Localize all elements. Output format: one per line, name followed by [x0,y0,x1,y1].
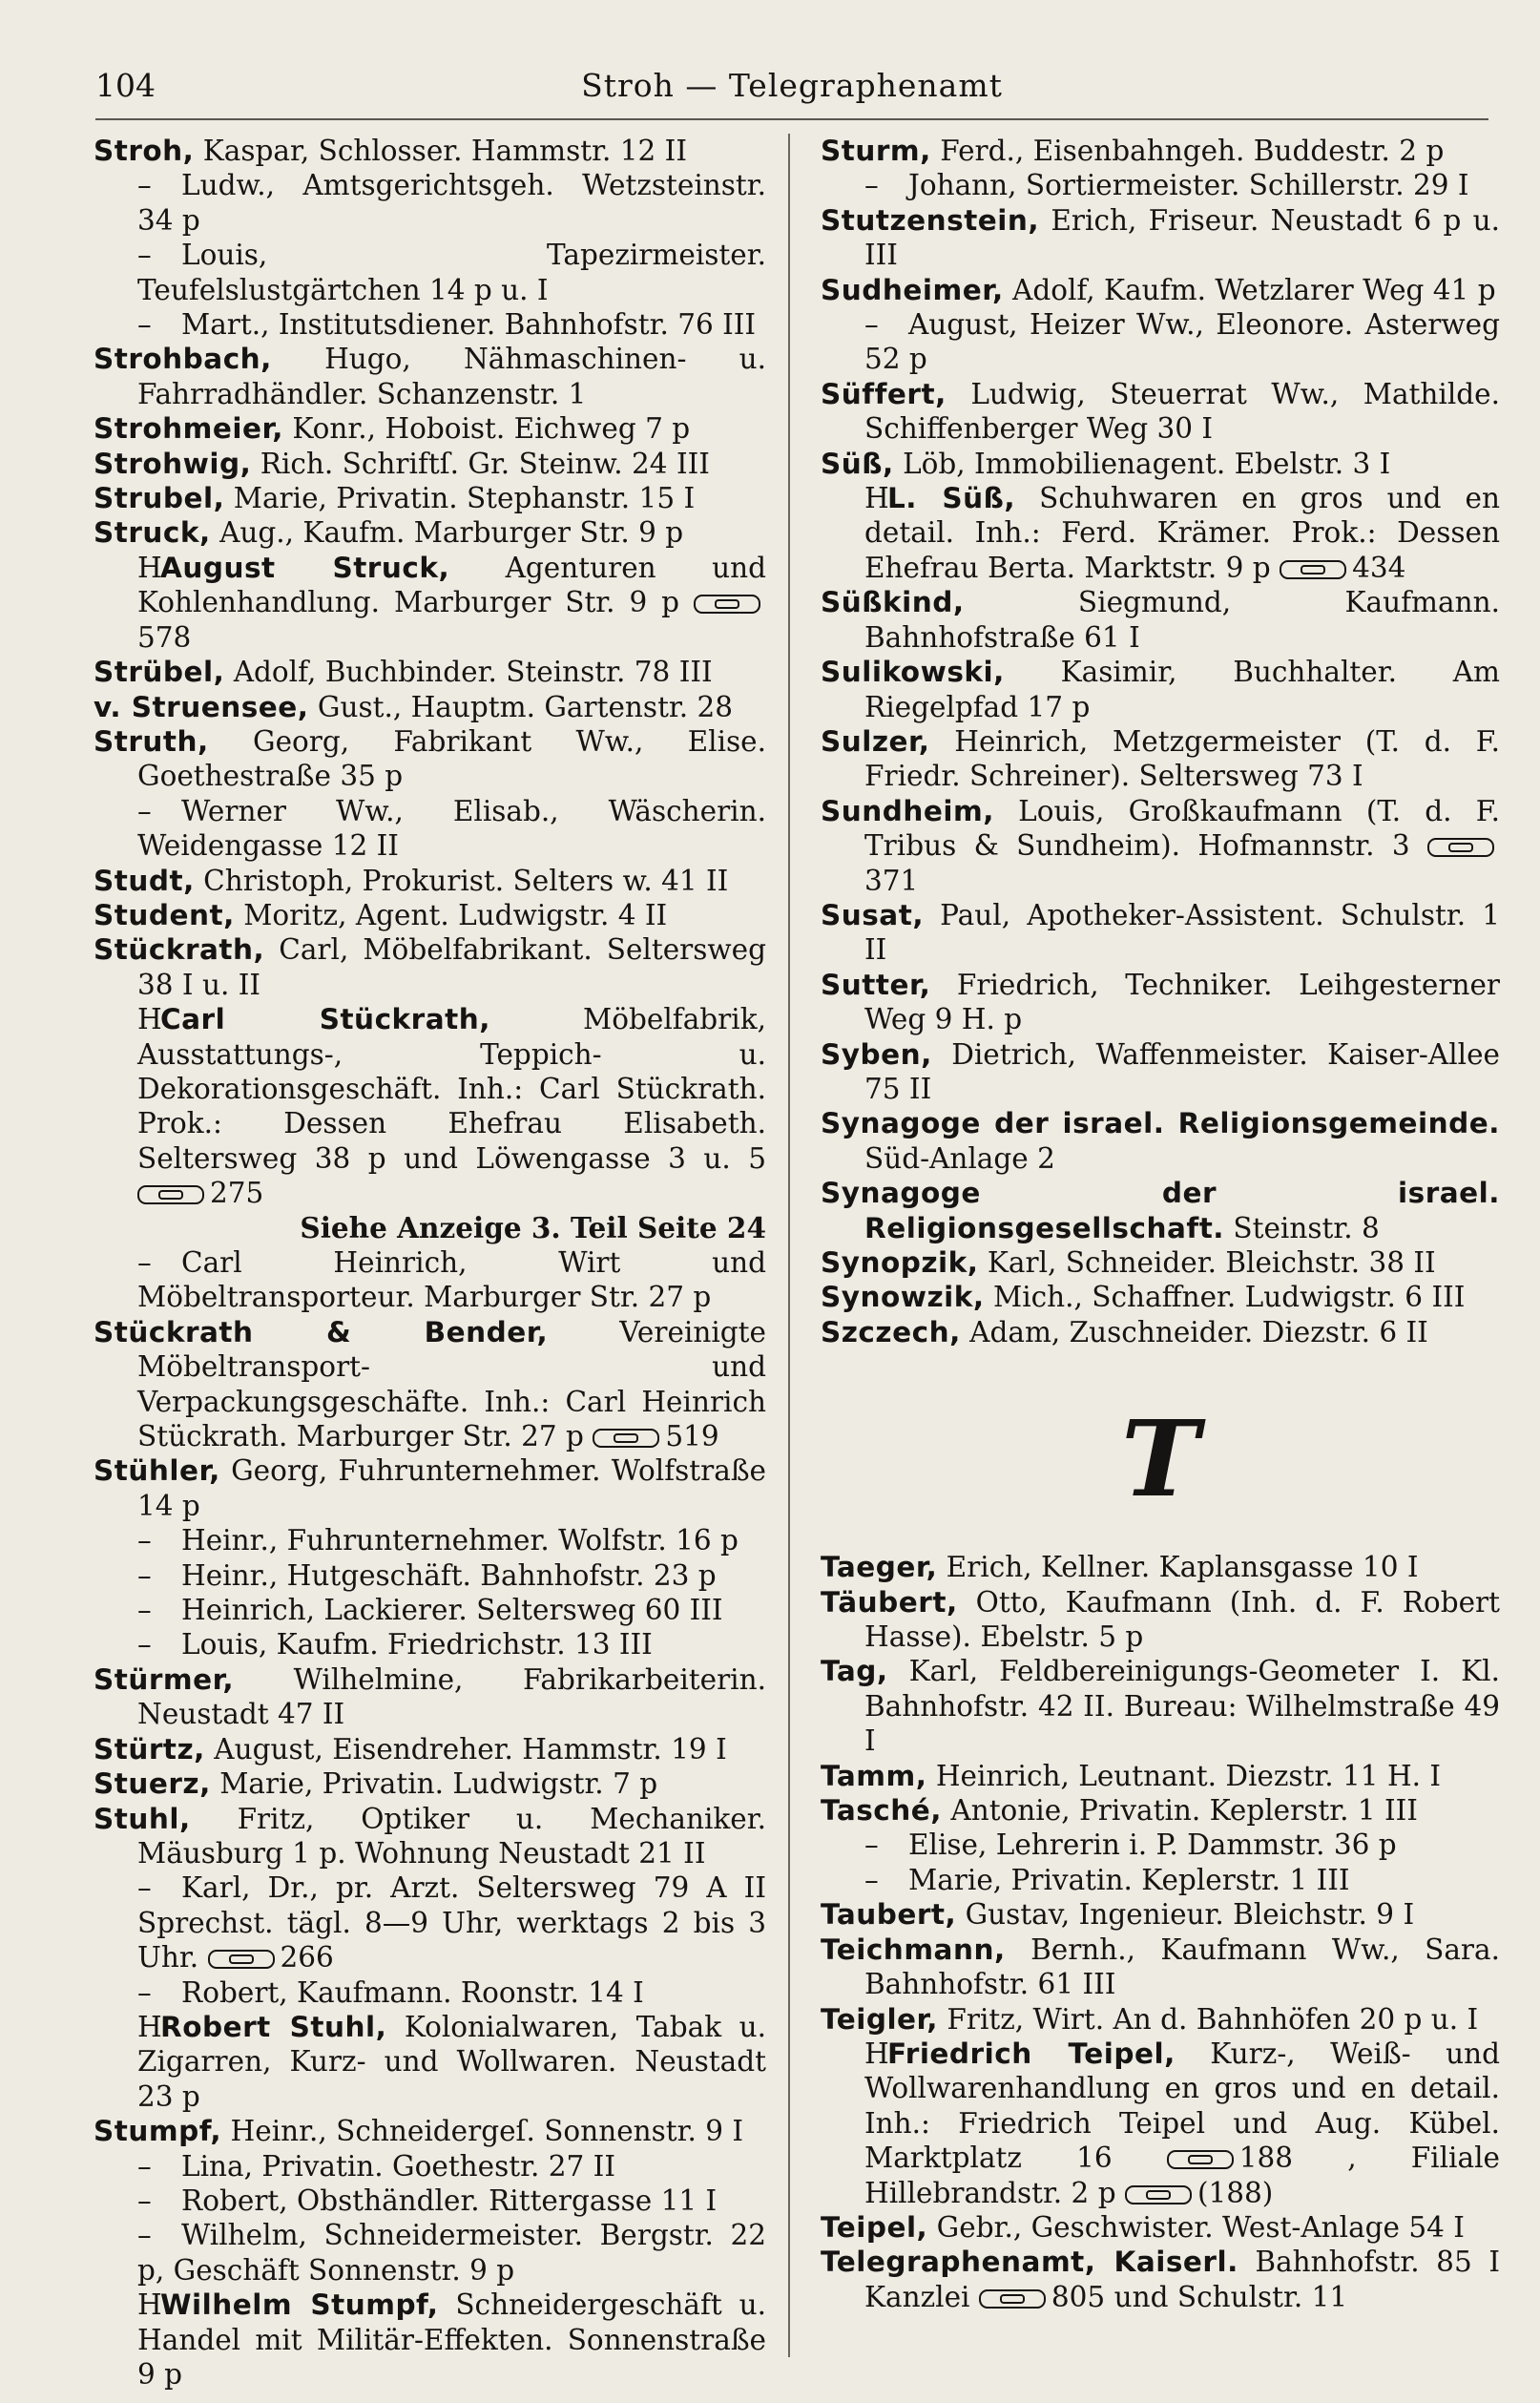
section-letter-t: T [1121,1397,1199,1521]
entry-name: Szczech, [821,1315,961,1348]
column-divider [788,134,790,2357]
directory-entry [821,1585,1500,1655]
entry-text: Rich. Schriftſ. Gr. Steinw. 24 III [260,447,710,480]
entry-text: Vereinigte Möbeltransport- und Verpackungsgeschäfte. Inh.: Carl Heinrich Stückrath. Marburger Str. 27 p [137,1315,766,1453]
ad-marker: H [137,2010,162,2043]
directory-entry [821,481,1500,585]
entry-name: Stutzenstein, [821,203,1040,237]
directory-entry [94,932,766,1002]
entry-text: Heinrich, Leutnant. Diezstr. 11 H. I [935,1759,1442,1792]
entry-name: Studt, [94,864,195,897]
entry-text: Süd-Anlage 2 [864,1141,1055,1175]
repeat-dash: – [137,1594,152,1627]
entry-name: Stückrath & Bender, [94,1315,549,1348]
phone-number: 578 [137,620,192,654]
directory-entry [821,724,1500,794]
entry-name: Stroh, [94,135,195,167]
entry-text: August, Eisendreher. Hammstr. 19 I [214,1732,727,1766]
entry-text: Robert, Obsthändler. Rittergasse 11 I [181,2184,718,2217]
entry-text: Adolf, Buchbinder. Steinstr. 78 III [233,656,713,689]
entry-text: Friedrich, Techniker. Leihgesterner Weg 9 H. p [864,968,1500,1036]
entry-name: Struck, [94,516,211,550]
telephone-icon [1125,2185,1192,2204]
entry-name: Stückrath, [94,933,265,967]
ad-marker: H [137,551,162,584]
telephone-icon [208,1950,275,1969]
directory-entry [94,481,766,515]
entry-text: Dietrich, Waffenmeister. Kaiser-Allee 75 II [864,1037,1500,1105]
repeat-dash: – [137,1975,152,2009]
entry-name: Student, [94,898,235,931]
directory-entry [94,690,766,724]
directory-entry [821,968,1500,1037]
entry-text: Karl, Schneider. Bleichstr. 38 II [987,1246,1436,1279]
directory-entry [821,203,1500,273]
directory-entry [821,2210,1500,2245]
entry-text: Carl, Möbelfabrikant. Seltersweg 38 I u. II [137,933,766,1001]
entry-text: Moritz, Agent. Ludwigstr. 4 II [243,898,668,931]
entry-name: v. Struensee, [94,690,309,723]
right-column-t-entries [821,1550,1500,2314]
repeat-dash: – [137,308,152,342]
entry-text: Karl, Dr., pr. Arzt. Seltersweg 79 A II Sprechst. tägl. 8—9 Uhr, werktags 2 bis 3 Uhr. [137,1871,766,1975]
directory-entry [821,1897,1500,1932]
entry-name: Tamm, [821,1759,927,1792]
entry-name: Strubel, [94,482,225,515]
telephone-icon [979,2289,1046,2309]
entry-name: Stürmer, [94,1662,235,1696]
directory-entry [821,168,1500,202]
entry-text: Siegmund, Kaufmann. Bahnhofstraße 61 I [864,586,1500,654]
entry-text: Carl Heinrich, Wirt und Möbeltransporteur. Marburger Str. 27 p [137,1246,766,1314]
entry-name: Wilhelm Stumpf, [160,2288,439,2322]
directory-entry [94,1766,766,1801]
entry-text: Kolonialwaren, Tabak u. Zigarren, Kurz- und Wollwaren. Neustadt 23 p [137,2010,766,2113]
directory-entry [94,515,766,550]
directory-entry [94,898,766,932]
entry-text: Marie, Privatin. Ludwigstr. 7 p [219,1767,658,1801]
directory-entry [94,1870,766,1975]
entry-text: Löb, Immobilienagent. Ebelstr. 3 I [903,447,1391,480]
entry-name: Friedrich Teipel, [887,2037,1176,2070]
entry-text: Johann, Sortiermeister. Schillerstr. 29 I [908,169,1469,202]
entry-name: August Struck, [160,551,450,584]
directory-entry [821,1759,1500,1793]
entry-text-tail: , Filiale Hillebrandstr. 2 p [864,2142,1500,2209]
directory-entry [821,1863,1500,1897]
entry-text: Wilhelm, Schneidermeister. Bergstr. 22 p, Geschäft Sonnenstr. 9 p [137,2219,766,2287]
directory-entry [821,1245,1500,1280]
entry-text: Louis, Kaufm. Friedrichstr. 13 III [181,1628,653,1661]
entry-text: Paul, Apotheker-Assistent. Schulstr. 1 II [864,898,1500,967]
entry-text: Heinr., Hutgeschäft. Bahnhofstr. 23 p [181,1558,717,1592]
entry-text: Adolf, Kaufm. Wetzlarer Weg 41 p [1012,273,1496,306]
entry-text: Heinrich, Lackierer. Seltersweg 60 III [181,1594,723,1627]
directory-entry [821,1106,1500,1176]
repeat-dash: – [864,1863,879,1896]
entry-name: Synowzik, [821,1281,985,1314]
entry-name: Taeger, [821,1551,938,1584]
entry-name: Sutter, [821,968,931,1001]
telephone-icon [1167,2150,1234,2169]
phone-number: 188 [1238,2142,1294,2175]
page-header [95,61,1488,120]
directory-entry [821,1828,1500,1862]
directory-entry [94,168,766,238]
telephone-icon [694,595,760,614]
entry-name: Stuerz, [94,1767,211,1801]
entry-name: Täubert, [821,1585,958,1619]
directory-entry [94,1662,766,1732]
entry-name: Stuhl, [94,1802,191,1835]
entry-text: Ludwig, Steuerrat Ww., Mathilde. Schiffenberger Weg 30 I [864,377,1500,446]
entry-name: Sudheimer, [821,273,1004,306]
entry-text: Schneidergeschäft u. Handel mit Militär-Effekten. Sonnenstraße 9 p [137,2288,766,2391]
repeat-dash: – [137,239,152,272]
entry-name: Taubert, [821,1898,957,1932]
entry-text: Fritz, Optiker u. Mechaniker. Mäusburg 1 p. Wohnung Neustadt 21 II [137,1802,766,1870]
entry-text: Christoph, Prokurist. Selters w. 41 II [203,864,729,897]
phone-number: 434 [1352,551,1406,584]
entry-name: Synagoge der israel. Religionsgemeinde. [821,1107,1500,1140]
ad-marker: H [864,2037,889,2070]
repeat-dash: – [137,2219,152,2252]
entry-text: Agenturen und Kohlenhandlung. Marburger Str. 9 p [137,551,766,619]
repeat-dash: – [137,1558,152,1592]
directory-entry [821,585,1500,655]
entry-text: Lina, Privatin. Goethestr. 27 II [181,2149,615,2183]
directory-entry [821,1654,1500,1758]
directory-entry [94,411,766,446]
repeat-dash: – [864,1828,879,1862]
telephone-icon [1427,838,1494,857]
entry-text: Aug., Kaufm. Marburger Str. 9 p [219,516,684,550]
entry-text: Antonie, Privatin. Keplerstr. 1 III [950,1794,1418,1828]
entry-text: Louis, Großkaufmann (T. d. F. Tribus & Sundheim). Hofmannstr. 3 [864,794,1500,863]
entry-name: Synopzik, [821,1246,979,1279]
right-column-s-entries [821,134,1500,1349]
entry-text: Marie, Privatin. Stephanstr. 15 I [233,482,696,515]
ad-marker: H [137,1003,162,1036]
reference-note: Siehe Anzeige 3. Teil Seite 24 [300,1210,766,1244]
telephone-icon [593,1429,659,1448]
directory-entry [821,1176,1500,1245]
entry-text: Elise, Lehrerin i. P. Dammstr. 36 p [908,1828,1397,1862]
phone-number: 371 [864,864,919,897]
entry-text: Kurz-, Weiß- und Wollwarenhandlung en gros und en detail. Inh.: Friedrich Teipel und Aug. Kübel. Marktplatz 16 [864,2037,1500,2175]
entry-name: Teigler, [821,2002,938,2036]
repeat-dash: – [137,1871,152,1905]
entry-name: Strohwig, [94,447,252,480]
ad-marker: H [864,482,889,515]
directory-entry [94,655,766,689]
entry-name: Strohmeier, [94,412,283,446]
phone-number: 519 [665,1420,719,1453]
repeat-dash: – [864,169,879,202]
phone-number: 275 [210,1177,264,1210]
directory-entry [94,1975,766,2010]
entry-text: Heinr., Schneidergeſ. Sonnenstr. 9 I [230,2115,744,2148]
directory-entry [94,1453,766,1523]
entry-text: Möbelfabrik, Ausstattungs-, Teppich- u. Dekorationsgeschäft. Inh.: Carl Stückrath. Prok.: Dessen Ehefrau Elisabeth. Seltersweg 38 p und Löwengasse 3 u. 5 [137,1003,766,1175]
directory-entry [821,447,1500,481]
entry-text: Steinstr. 8 [1233,1211,1380,1244]
entry-name: Süß, [821,447,894,480]
entry-text: Erich, Kellner. Kaplansgasse 10 I [946,1551,1419,1584]
directory-entry [94,447,766,481]
entry-name: Struth, [94,724,209,758]
directory-entry [821,1280,1500,1314]
directory-entry [94,307,766,342]
entry-text: Gust., Hauptm. Gartenstr. 28 [317,690,734,723]
entry-text: Georg, Fuhrunternehmer. Wolfstraße 14 p [137,1454,766,1522]
repeat-dash: – [137,1246,152,1279]
repeat-dash: – [864,308,879,342]
entry-name: Strübel, [94,656,225,689]
entry-text: Bernh., Kaufmann Ww., Sara. Bahnhofstr. 61 III [864,1933,1500,2001]
telephone-icon [1280,560,1346,579]
repeat-dash: – [137,1628,152,1661]
entry-name: Syben, [821,1037,932,1071]
directory-entry [94,134,766,168]
entry-text: Georg, Fabrikant Ww., Elise. Goethestraße 35 p [137,724,766,793]
directory-entry [94,2218,766,2288]
entry-text: Otto, Kaufmann (Inh. d. F. Robert Hasse). Ebelstr. 5 p [864,1585,1500,1654]
directory-entry [94,1523,766,1557]
directory-entry [94,1802,766,1871]
directory-entry [821,1315,1500,1349]
entry-text: Kaspar, Schlosser. Hammstr. 12 II [202,135,687,167]
directory-entry [821,2002,1500,2037]
entry-name: Stühler, [94,1454,220,1488]
directory-entry [821,794,1500,898]
directory-entry [94,2010,766,2114]
entry-text: Erich, Friseur. Neustadt 6 p u. III [864,203,1500,272]
directory-entry [94,2149,766,2184]
repeat-dash: – [137,169,152,202]
entry-name: Stürtz, [94,1732,205,1766]
directory-entry [94,1593,766,1627]
entry-text: Fritz, Wirt. An d. Bahnhöfen 20 p u. I [947,2002,1479,2036]
directory-entry [94,2114,766,2148]
directory-entry [94,1315,766,1454]
directory-entry [821,1037,1500,1107]
entry-text: Gebr., Geschwister. West-Anlage 54 I [936,2210,1465,2244]
entry-name: Susat, [821,898,925,931]
phone-number: 266 [280,1941,334,1975]
directory-entry [94,342,766,411]
left-column [94,134,766,2392]
entry-text: Bahnhofstr. 85 I Kanzlei [864,2246,1500,2313]
directory-entry [94,551,766,655]
entry-text: Mart., Institutsdiener. Bahnhofstr. 76 III [181,308,757,342]
phone-number: 805 [1051,2280,1106,2313]
directory-entry [821,307,1500,377]
entry-text: Wilhelmine, Fabrikarbeiterin. Neustadt 47 II [137,1662,766,1731]
entry-text: Kasimir, Buchhalter. Am Riegelpfad 17 p [864,656,1500,723]
entry-text: Werner Ww., Elisab., Wäscherin. Weidengasse 12 II [137,794,766,863]
entry-name: Teipel, [821,2210,928,2244]
entry-text: Ludw., Amtsgerichtsgeh. Wetzsteinstr. 34 p [137,169,766,237]
entry-name: Tag, [821,1655,888,1688]
entry-name: Süßkind, [821,586,965,619]
directory-entry [821,377,1500,447]
entry-text: Gustav, Ingenieur. Bleichstr. 9 I [965,1898,1415,1932]
directory-entry [821,1933,1500,2002]
directory-entry [821,898,1500,968]
directory-entry [94,238,766,307]
repeat-dash: – [137,2149,152,2183]
directory-entry [94,864,766,898]
right-column [821,134,1500,2314]
entry-text: Louis, Tapezirmeister. Teufelslustgärtchen 14 p u. I [137,239,766,306]
entry-name: Tasché, [821,1794,942,1828]
repeat-dash: – [137,2184,152,2217]
directory-entry [94,1627,766,1661]
repeat-dash: – [137,794,152,827]
phone-number: (188) [1197,2176,1274,2209]
directory-entry [821,134,1500,168]
entry-name: Telegraphenamt, Kaiserl. [821,2246,1238,2279]
entry-text: August, Heizer Ww., Eleonore. Asterweg 52 p [864,308,1500,376]
directory-entry [821,273,1500,307]
entry-text: Heinr., Fuhrunternehmer. Wolfstr. 16 p [181,1524,739,1557]
page-number: 104 [95,67,156,104]
entry-text: Heinrich, Metzgermeister (T. d. F. Friedr. Schreiner). Seltersweg 73 I [864,724,1500,793]
repeat-dash: – [137,1524,152,1557]
ad-marker: H [137,2288,162,2322]
entry-name: L. Süß, [887,482,1016,515]
entry-text: Robert, Kaufmann. Roonstr. 14 I [181,1975,644,2009]
entry-name: Sturm, [821,135,931,167]
entry-name: Robert Stuhl, [160,2010,387,2043]
entry-text: Mich., Schaffner. Ludwigstr. 6 III [993,1281,1466,1314]
directory-entry [94,1211,766,1245]
entry-text: Karl, Feldbereinigungs-Geometer I. Kl. Bahnhofstr. 42 II. Bureau: Wilhelmstraße 49 I [864,1655,1500,1758]
entry-name: Sundheim, [821,794,994,827]
entry-name: Stumpf, [94,2115,222,2148]
directory-entry [94,1732,766,1766]
entry-text: Marie, Privatin. Keplerstr. 1 III [908,1863,1350,1896]
directory-entry [821,2245,1500,2314]
entry-name: Sulzer, [821,724,930,758]
entry-text-tail: und Schulstr. 11 [1113,2280,1348,2313]
directory-entry [94,724,766,794]
entry-text: Ferd., Eisenbahngeh. Buddestr. 2 p [940,135,1445,167]
entry-name: Teichmann, [821,1933,1006,1966]
entry-name: Süffert, [821,377,947,410]
directory-entry [821,1550,1500,1584]
directory-entry [94,1558,766,1593]
telephone-icon [137,1185,204,1204]
directory-entry [94,1002,766,1210]
directory-entry [94,794,766,864]
running-head: Stroh — Telegraphenamt [581,67,1003,104]
directory-entry [821,2037,1500,2210]
entry-text: Konr., Hoboist. Eichweg 7 p [292,412,691,446]
entry-name: Strohbach, [94,343,272,376]
directory-entry [94,2184,766,2218]
directory-entry [821,655,1500,724]
directory-entry [94,2288,766,2392]
entry-text: Adam, Zuschneider. Diezstr. 6 II [969,1315,1428,1348]
entry-name: Synagoge der israel. Religionsgesellschaft. [821,1177,1500,1244]
entry-text: Schuhwaren en gros und en detail. Inh.: Ferd. Krämer. Prok.: Dessen Ehefrau Berta. Marktstr. 9 p [864,482,1500,584]
directory-entry [94,1245,766,1315]
entry-text: Hugo, Nähmaschinen- u. Fahrradhändler. Schanzenstr. 1 [137,343,766,410]
entry-name: Carl Stückrath, [160,1003,490,1036]
entry-name: Sulikowski, [821,656,1005,689]
directory-entry [821,1793,1500,1828]
